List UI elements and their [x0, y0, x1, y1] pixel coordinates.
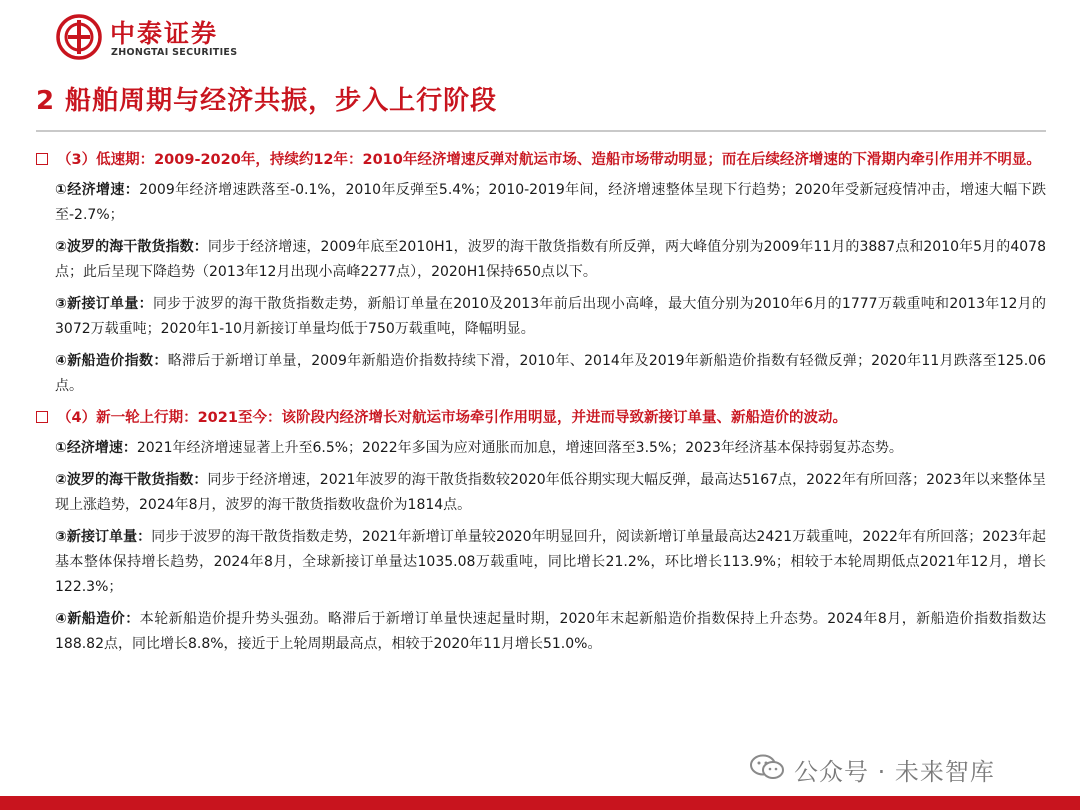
- list-item: [55, 178, 1046, 228]
- list-item: [55, 468, 1046, 518]
- title-bar: [0, 80, 1080, 116]
- item-text: 2021年经济增速显著上升至6.5%；2022年多国为应对通胀而加息，增速回落至3.5%；2023年经济基本保持弱复苏态势。: [136, 440, 903, 456]
- item-key: ④新船造价：: [55, 611, 140, 627]
- logo-text-en: ZHONGTAI SECURITIES: [111, 47, 238, 58]
- item-text: 同步于经济增速，2021年波罗的海干散货指数较2020年低谷期实现大幅反弹，最高达5167点，2022年有所回落；2023年以来整体呈现上涨趋势，2024年8月，波罗的海干散货指数收盘价为1814点。: [55, 472, 1046, 513]
- logo-text-cn: 中泰证券: [110, 19, 219, 48]
- checkbox-bullet-icon: [36, 411, 48, 423]
- main-content: [36, 148, 1046, 664]
- section-heading-text: （4）新一轮上行期：2021至今：该阶段内经济增长对航运市场牵引作用明显，并进而导致新接订单量、新船造价的波动。: [57, 410, 847, 426]
- item-text: 本轮新船造价提升势头强劲。略滞后于新增订单量快速起量时期，2020年末起新船造价指数保持上升态势。2024年8月，新船造价指数指数达188.82点，同比增长8.8%，接近于上轮周期最高点，相较于2020年11月增长51.0%。: [55, 611, 1046, 652]
- item-key: ④新船造价指数：: [55, 353, 168, 369]
- zhongtai-logo-icon: [56, 14, 102, 60]
- item-key: ②波罗的海干散货指数：: [55, 239, 208, 255]
- wechat-icon: [750, 754, 784, 780]
- checkbox-bullet-icon: [36, 153, 48, 165]
- item-key: ③新接订单量：: [55, 529, 152, 545]
- item-key: ①经济增速：: [55, 440, 137, 456]
- page-title: 2 船舶周期与经济共振，步入上行阶段: [36, 86, 498, 116]
- list-item: [55, 607, 1046, 657]
- item-text: 2009年经济增速跌落至-0.1%，2010年反弹至5.4%；2010-2019年间，经济增速整体呈现下行趋势；2020年受新冠疫情冲击，增速大幅下跌至-2.7%；: [55, 182, 1046, 223]
- item-text: 同步于波罗的海干散货指数走势，2021年新增订单量较2020年明显回升，阅读新增订单量最高达2421万载重吨，2022年有所回落；2023年起基本整体保持增长趋势，2024年8月，全球新接订单量达1035.08万载重吨，同比增长21.2%，环比增长113.9%；相较于本轮周期低点2021年12月，增长122.3%；: [55, 529, 1046, 595]
- list-item: [55, 525, 1046, 600]
- section-heading-text: （3）低速期：2009-2020年，持续约12年：2010年经济增速反弹对航运市场、造船市场带动明显；而在后续经济增速的下滑期内牵引作用并不明显。: [57, 152, 1041, 168]
- list-item: [55, 436, 1046, 461]
- header: [0, 0, 1080, 72]
- section-heading: [36, 148, 1046, 173]
- item-text: 同步于经济增速，2009年底至2010H1，波罗的海干散货指数有所反弹，两大峰值分别为2009年11月的3887点和2010年5月的4078点；此后呈现下降趋势（2013年12月出现小高峰2277点），2020H1保持650点以下。: [55, 239, 1046, 280]
- footer-bar: [0, 796, 1080, 810]
- item-text: 同步于波罗的海干散货指数走势，新船订单量在2010及2013年前后出现小高峰，最大值分别为2010年6月的1777万载重吨和2013年12月的3072万载重吨；2020年1-10月新接订单量均低于750万载重吨，降幅明显。: [55, 296, 1046, 337]
- item-key: ①经济增速：: [55, 182, 140, 198]
- item-key: ②波罗的海干散货指数：: [55, 472, 208, 488]
- title-divider: [36, 130, 1046, 132]
- list-item: [55, 235, 1046, 285]
- watermark-text: 公众号 · 未来智库: [794, 758, 995, 786]
- item-key: ③新接订单量：: [55, 296, 153, 312]
- item-text: 略滞后于新增订单量，2009年新船造价指数持续下滑，2010年、2014年及2019年新船造价指数有轻微反弹；2020年11月跌落至125.06点。: [55, 353, 1046, 394]
- section-heading: [36, 406, 1046, 431]
- list-item: [55, 292, 1046, 342]
- list-item: [55, 349, 1046, 399]
